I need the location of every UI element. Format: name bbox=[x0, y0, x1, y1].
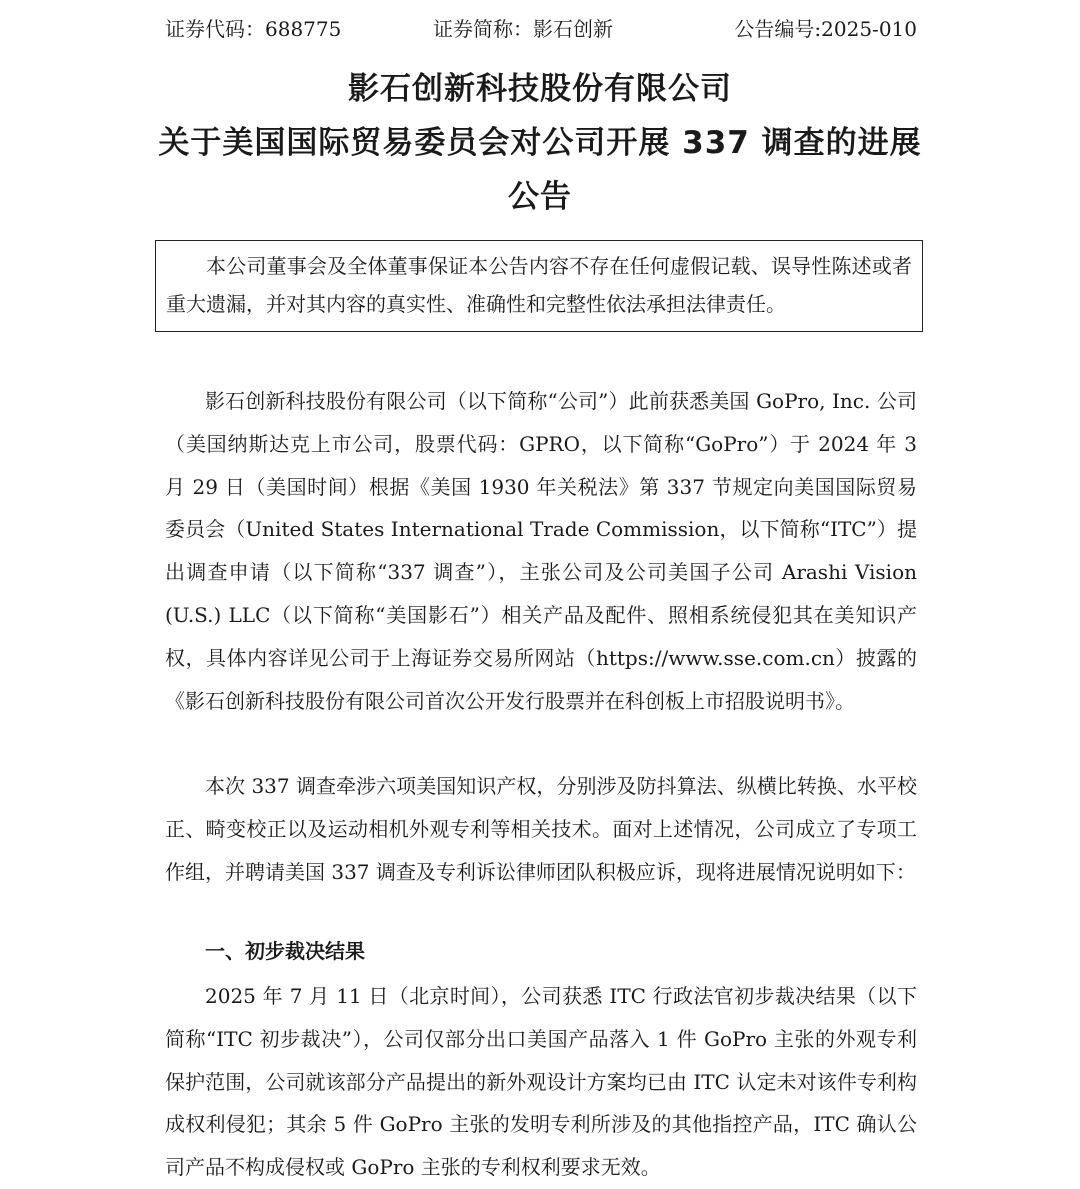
paragraph-ruling-result: 2025 年 7 月 11 日（北京时间），公司获悉 ITC 行政法官初步裁决结果（以下简称“ITC 初步裁决”），公司仅部分出口美国产品落入 1 件 GoPro 主张的外观专利保护范围，公司就该部分产品提出的新外观设计方案均已由 ITC 认定未对该件专利构成权利侵犯；其余 5 件 GoPro 主张的发明专利所涉及的其他指控产品，ITC 确认公司产品不构成侵权或 GoPro 主张的专利权利要求无效。 bbox=[165, 984, 917, 1180]
section-heading-preliminary-ruling: 一、初步裁决结果 bbox=[205, 939, 365, 963]
title-type: 公告 bbox=[508, 179, 572, 215]
document-header bbox=[165, 14, 917, 44]
stock-short-name: 证券简称：影石创新 bbox=[433, 17, 613, 41]
board-guarantee-notice bbox=[155, 240, 923, 332]
body-paragraph-1 bbox=[165, 380, 917, 722]
body-paragraph-3 bbox=[165, 975, 917, 1189]
paragraph-background: 影石创新科技股份有限公司（以下简称“公司”）此前获悉美国 GoPro, Inc. 公司（美国纳斯达克上市公司，股票代码：GPRO，以下简称“GoPro”）于 2024 年 3 月 29 日（美国时间）根据《美国 1930 年关税法》第 337 节规定向美国国际贸易委员会（United States International Trade Commission，以下简称“ITC”）提出调查申请（以下简称“337 调查”），主张公司及公司美国子公司 Arashi Vision (U.S.) LLC（以下简称“美国影石”）相关产品及配件、照相系统侵犯其在美知识产权，具体内容详见公司于上海证券交易所网站（https://www.sse.com.cn）披露的《影石创新科技股份有限公司首次公开发行股票并在科创板上市招股说明书》。 bbox=[165, 389, 917, 713]
announcement-number: 公告编号:2025-010 bbox=[734, 17, 917, 41]
stock-code: 证券代码：688775 bbox=[165, 17, 342, 41]
title-subject: 关于美国国际贸易委员会对公司开展 337 调查的进展 bbox=[158, 125, 922, 161]
paragraph-investigation-scope: 本次 337 调查牵涉六项美国知识产权，分别涉及防抖算法、纵横比转换、水平校正、畸变校正以及运动相机外观专利等相关技术。面对上述情况，公司成立了专项工作组，并聘请美国 337 调查及专利诉讼律师团队积极应诉，现将进展情况说明如下： bbox=[165, 774, 917, 884]
body-paragraph-2 bbox=[165, 765, 917, 893]
title-company: 影石创新科技股份有限公司 bbox=[348, 71, 732, 107]
notice-text: 本公司董事会及全体董事保证本公告内容不存在任何虚假记载、误导性陈述或者重大遗漏，并对其内容的真实性、准确性和完整性依法承担法律责任。 bbox=[166, 254, 912, 316]
